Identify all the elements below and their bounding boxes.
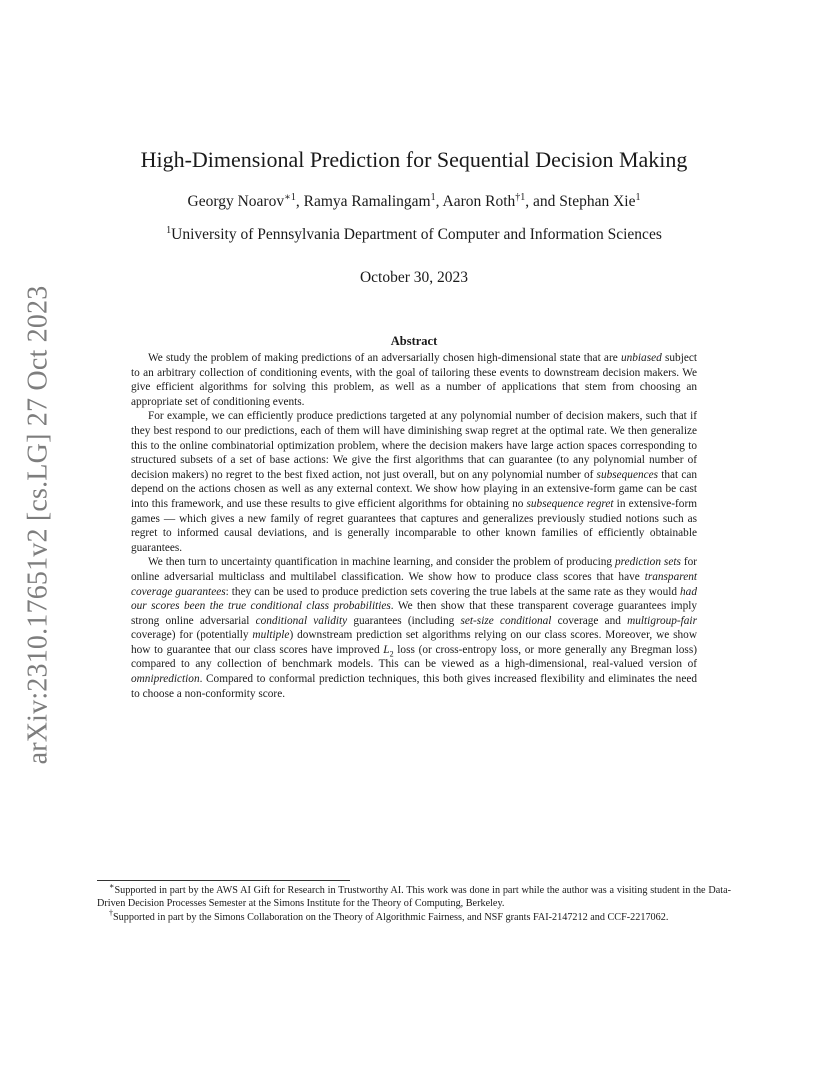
- abstract-emphasis: unbiased: [620, 352, 662, 364]
- abstract-emphasis: multiple: [252, 629, 290, 642]
- footnote-mark: †: [109, 908, 113, 918]
- author-list: [0, 192, 828, 212]
- footnotes: [97, 881, 731, 924]
- author-affiliation-mark: ∗1: [284, 191, 296, 203]
- footnote-text: Supported in part by the AWS AI Gift for Research in Trustworthy AI. This work was done in part while the author was a visiting student in the Data-Driven Decision Processes Semester at the Simons Institute for the Theory of Computing, Berkeley.: [97, 885, 731, 910]
- author-name: Ramya Ramalingam: [303, 193, 431, 210]
- abstract-emphasis: subsequence regret: [526, 497, 614, 510]
- abstract-emphasis: L: [383, 643, 390, 656]
- abstract-emphasis: prediction sets: [614, 556, 681, 569]
- affiliation: [0, 225, 828, 245]
- abstract-emphasis: subsequences: [596, 468, 659, 481]
- author-separator: ,: [435, 193, 443, 210]
- abstract-text: subject to an arbitrary collection of conditioning events, with the goal of tailoring these events to downstream decision makers. We give efficient algorithms for solving this problem, as well as a number of applications that stem from choosing an appropriate set of conditioning events.: [131, 352, 697, 408]
- footnote: [97, 881, 731, 911]
- abstract-text: loss (or cross-entropy loss, or more generally any Bregman loss) compared to any collection of benchmark models. This can be viewed as a high-dimensional, real-valued version of: [131, 643, 697, 671]
- author-affiliation-mark: †1: [515, 191, 526, 203]
- author-name: Aaron Roth: [442, 193, 516, 210]
- abstract-text: ) downstream prediction set algorithms relying on our class scores. Moreover, we show how to guarantee that our class scores have improved: [131, 629, 697, 656]
- author-affiliation-mark: 1: [635, 191, 641, 203]
- arxiv-identifier-stamp: [16, 285, 60, 765]
- footnote: [97, 908, 731, 924]
- author-name: Georgy Noarov: [187, 193, 285, 210]
- abstract-text: that can depend on the actions chosen as well as any external context. We show how playing in an extensive-form game can be cast into this framework, and use these results to give efficient algorithms for obtaining no: [131, 468, 698, 510]
- author-separator: ,: [295, 193, 304, 210]
- author-separator: , and: [525, 193, 560, 210]
- abstract-text: for online adversarial multiclass and multilabel classification. We show how to produce class scores that have: [131, 556, 697, 583]
- abstract-emphasis: set-size conditional: [460, 614, 552, 627]
- abstract-emphasis: omniprediction: [131, 673, 200, 686]
- abstract-emphasis: multigroup-fair: [627, 614, 697, 627]
- abstract-text: coverage) for (potentially: [131, 629, 253, 642]
- abstract-text: guarantees (including: [347, 614, 461, 627]
- footnote-mark: ∗: [109, 881, 115, 891]
- abstract-text: For example, we can efficiently produce predictions targeted at any polynomial number of decision makers, such that if they best respond to our predictions, each of them will have diminishing swap regret at the optimal rate. We then generalize this to the online combinatorial optimization problem, where the decision makers have large action spaces corresponding to structured subsets of a set of base actions: We give the first algorithms that can guarantee (to any polynomial number of decision makers) no regret to the best fixed action, not just overall, but on any polynomial number of: [131, 410, 697, 481]
- abstract-emphasis: conditional validity: [255, 614, 348, 627]
- abstract-text: in extensive-form games — which gives a new family of regret guarantees that captures and generalizes previously studied notions such as regret to informed causal deviations, and is generally incomparable to other known families of efficiently obtainable guarantees.: [131, 497, 697, 554]
- abstract-text: We then turn to uncertainty quantification in machine learning, and consider the problem of producing: [148, 556, 615, 569]
- abstract-text: coverage and: [551, 614, 628, 627]
- abstract-paragraph: [131, 351, 697, 409]
- abstract-emphasis: had our scores been the true conditional class probabilities: [131, 585, 697, 613]
- abstract-paragraph: [131, 555, 697, 701]
- abstract-text: We study the problem of making predictions of an adversarially chosen high-dimensional state that are: [148, 352, 621, 364]
- affiliation-text: University of Pennsylvania Department of Computer and Information Sciences: [171, 226, 662, 243]
- abstract-heading: Abstract: [390, 334, 438, 348]
- footnote-divider: [97, 880, 350, 881]
- author-name: Stephan Xie: [559, 193, 636, 210]
- abstract-text: . We then show that these transparent coverage guarantees imply strong online adversarial: [131, 600, 698, 627]
- abstract-text: : they can be used to produce prediction sets covering the true labels at the same rate as they would: [225, 585, 681, 598]
- paper-date: October 30, 2023: [359, 269, 469, 286]
- abstract-subscript: 2: [389, 649, 394, 659]
- paper-title: High-Dimensional Prediction for Sequential Decision Making: [140, 147, 688, 172]
- footnote-text: Supported in part by the Simons Collaboration on the Theory of Algorithmic Fairness, and NSF grants FAI-2147212 and CCF-2217062.: [113, 911, 669, 923]
- abstract-emphasis: transparent coverage guarantees: [131, 570, 697, 598]
- author-affiliation-mark: 1: [430, 191, 436, 203]
- affiliation-mark: 1: [166, 224, 172, 236]
- abstract-body: [131, 351, 697, 701]
- abstract-paragraph: [131, 409, 697, 555]
- abstract-text: . Compared to conformal prediction techniques, this both gives increased flexibility and eliminates the need to choose a non-conformity score.: [131, 673, 697, 700]
- arxiv-identifier-text: arXiv:2310.17651v2 [cs.LG] 27 Oct 2023: [22, 285, 54, 765]
